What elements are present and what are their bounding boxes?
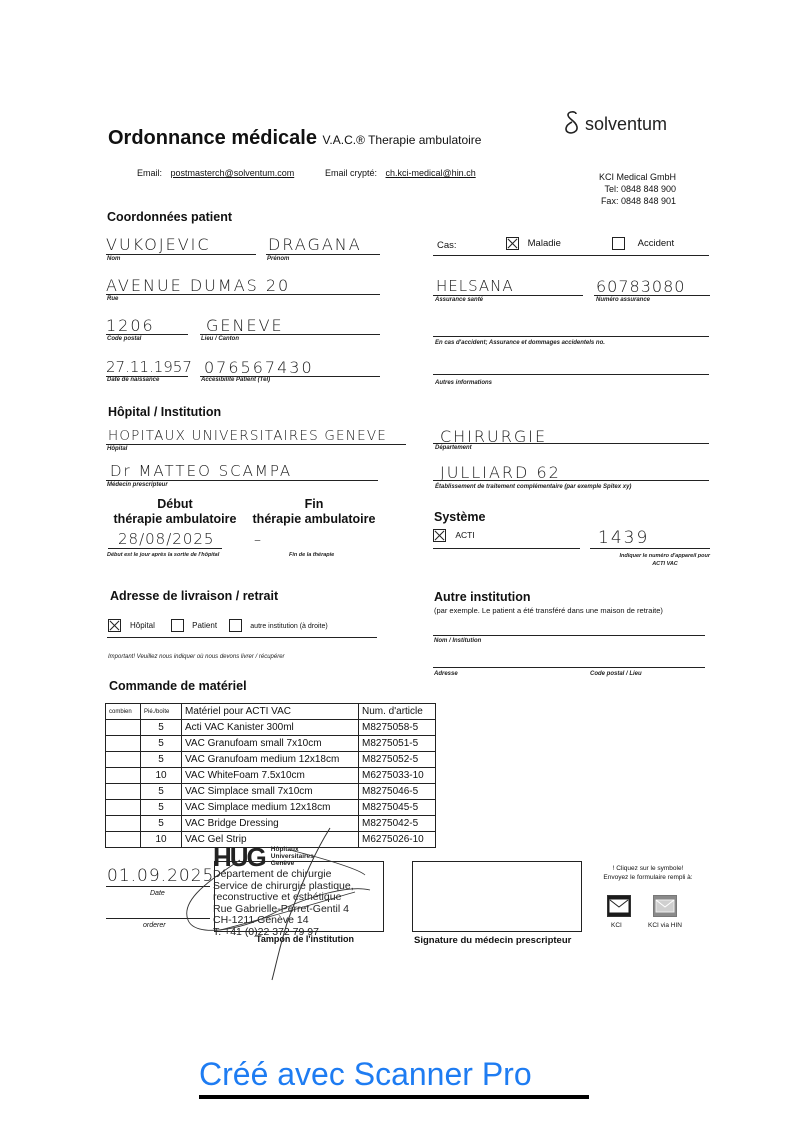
cell-combien[interactable]: [106, 768, 141, 784]
cell-combien[interactable]: [106, 736, 141, 752]
autre-adresse-label: Adresse: [434, 671, 458, 677]
scanner-pro-watermark[interactable]: Créé avec Scanner Pro: [199, 1056, 532, 1092]
cell-materiel: VAC WhiteFoam 7.5x10cm: [182, 768, 359, 784]
handwritten-signature: [180, 820, 380, 985]
email-crypt-link[interactable]: ch.kci-medical@hin.ch: [385, 168, 476, 178]
accident-label: Accident: [637, 238, 675, 250]
cas-label: Cas:: [437, 240, 457, 251]
cell-combien[interactable]: [106, 720, 141, 736]
table-row: [106, 784, 436, 800]
systeme-heading: Système: [434, 510, 486, 524]
orderer-label: orderer: [143, 922, 166, 929]
cell-materiel: VAC Granufoam medium 12x18cm: [182, 752, 359, 768]
cell-pieces: 5: [141, 816, 182, 832]
title-text: Ordonnance médicale: [108, 127, 317, 149]
company-name: KCI Medical GmbH: [598, 172, 676, 182]
col-materiel: Matériel pour ACTI VAC: [182, 704, 359, 720]
stamp-line-1: Département de chirurgie: [213, 868, 332, 880]
numero-assurance-value[interactable]: 60783080: [596, 277, 686, 296]
livraison-heading: Adresse de livraison / retrait: [110, 589, 279, 603]
livraison-options: [108, 619, 328, 632]
cell-combien[interactable]: [106, 800, 141, 816]
maladie-checkbox[interactable]: [506, 237, 519, 250]
logo-text: solventum: [585, 113, 668, 134]
assurance-label: Assurance santé: [435, 297, 484, 303]
cell-pieces: 5: [141, 736, 182, 752]
maladie-label: Maladie: [527, 238, 561, 250]
signature-box[interactable]: [412, 861, 582, 932]
hug-org-3: Genève: [270, 860, 295, 867]
cell-combien[interactable]: [106, 832, 141, 848]
stamp-line-2: Service de chirurgie plastique,: [213, 879, 354, 892]
cell-materiel: VAC Granufoam small 7x10cm: [182, 736, 359, 752]
cell-article: M8275046-5: [359, 784, 436, 800]
debut-title-1: Début: [157, 497, 193, 511]
email-block: [137, 168, 294, 178]
envelope-key-icon: [655, 899, 675, 913]
cell-pieces: 5: [141, 784, 182, 800]
cell-article: M8275052-5: [359, 752, 436, 768]
naissance-label: Date de naissance: [107, 377, 160, 383]
livraison-option-patient[interactable]: [171, 621, 217, 630]
device-caption-2: ACTI VAC: [652, 561, 678, 567]
stamp-line-4: Rue Gabrielle-Perret-Gentil 4: [213, 902, 349, 915]
stamp-line-6: T. +41 (0)22 372 79 97: [213, 925, 319, 938]
debut-caption: Début est le jour après la sortie de l'hôpital: [107, 552, 220, 558]
cell-combien[interactable]: [106, 784, 141, 800]
accident-info-label: En cas d'accident; Assurance et dommages accidentels no.: [435, 340, 605, 346]
cell-combien[interactable]: [106, 752, 141, 768]
solventum-logo: [563, 110, 667, 138]
assurance-value[interactable]: HELSANA: [436, 277, 514, 295]
cell-materiel: VAC Simplace small 7x10cm: [182, 784, 359, 800]
cas-maladie[interactable]: [506, 237, 561, 250]
cell-pieces: 5: [141, 800, 182, 816]
cell-pieces: 5: [141, 720, 182, 736]
device-number-value[interactable]: 1439: [598, 528, 650, 548]
col-article: Num. d'article: [359, 704, 436, 720]
stamp-label: Tampon de l'institution: [256, 934, 354, 944]
lieu-label: Lieu / Canton: [201, 336, 239, 342]
cas-accident[interactable]: [612, 237, 674, 250]
col-combien: combien: [106, 704, 141, 720]
departement-value[interactable]: CHIRURGIE: [440, 427, 548, 446]
date-value[interactable]: 01.09.2025: [107, 866, 215, 886]
debut-heading: [112, 497, 238, 527]
hopital-heading: Hôpital / Institution: [108, 405, 222, 419]
title-subtitle: V.A.C.® Therapie ambulatoire: [322, 133, 482, 147]
autre-institution-note: (par exemple. Le patient a été transféré dans une maison de retraite): [434, 606, 663, 615]
envelope-icon: [609, 899, 629, 913]
device-caption-1: Indiquer le numéro d'appareil pour: [619, 553, 710, 559]
cell-pieces: 10: [141, 768, 182, 784]
cell-combien[interactable]: [106, 816, 141, 832]
numero-assurance-label: Numéro assurance: [596, 297, 651, 303]
table-row: [106, 768, 436, 784]
acti-label: ACTI: [455, 529, 475, 540]
fin-title-2: thérapie ambulatoire: [252, 512, 376, 526]
etablissement-value[interactable]: JULLIARD 62: [440, 463, 561, 482]
patient-option-label: Patient: [192, 620, 218, 630]
cell-pieces: 5: [141, 752, 182, 768]
autre-option-label: autre institution (à droite): [250, 622, 328, 630]
code-postal-value[interactable]: 1206: [106, 316, 155, 335]
cell-article: M8275058-5: [359, 720, 436, 736]
medecin-value[interactable]: Dr MATTEO SCAMPA: [110, 462, 293, 480]
naissance-value[interactable]: 27.11.1957: [106, 358, 192, 376]
tel-value[interactable]: 076567430: [204, 358, 314, 377]
autre-nom-label: Nom / Institution: [434, 638, 482, 644]
autre-code-label: Code postal / Lieu: [590, 671, 642, 677]
email-link[interactable]: postmasterch@solventum.com: [170, 168, 295, 178]
table-row: [106, 752, 436, 768]
company-fax: Fax: 0848 848 901: [600, 196, 676, 206]
send-instruction: Envoyez le formulaire rempli à:: [603, 874, 693, 881]
send-instructions: [588, 864, 708, 882]
footer-underline: [199, 1095, 589, 1099]
hopital-label: Hôpital: [107, 446, 128, 452]
fin-date-value[interactable]: –: [254, 532, 263, 548]
table-row: [106, 720, 436, 736]
table-header-row: [106, 704, 436, 720]
materiel-heading: Commande de matériel: [109, 679, 247, 693]
autre-checkbox[interactable]: [229, 619, 242, 632]
email-crypt-block: [325, 168, 476, 178]
signature-label: Signature du médecin prescripteur: [414, 935, 572, 946]
hopital-checkbox[interactable]: [108, 619, 121, 632]
cell-article: M8275045-5: [359, 800, 436, 816]
livraison-option-autre[interactable]: [229, 621, 327, 630]
hug-org-1: Hôpitaux: [270, 846, 299, 853]
col-pieces: Pié./boîte: [141, 704, 182, 720]
click-instruction: ! Cliquez sur le symbole!: [612, 865, 684, 872]
patient-heading: Coordonnées patient: [107, 210, 233, 224]
cell-materiel: Acti VAC Kanister 300ml: [182, 720, 359, 736]
debut-date-value[interactable]: 28/08/2025: [118, 530, 215, 548]
stamp-line-3: reconstructive et esthétique: [213, 891, 342, 903]
hopital-option-label: Hôpital: [130, 620, 155, 630]
kci-hin-label: KCI via HIN: [648, 922, 682, 929]
hug-logo: HUG: [213, 842, 265, 872]
lieu-value[interactable]: GENEVE: [206, 316, 284, 335]
tel-label: Accesibilite Patient (Tel): [201, 377, 271, 383]
email-crypt-label: Email crypté:: [325, 168, 378, 178]
nom-label: Nom: [107, 256, 121, 262]
stamp-line-5: CH-1211 Genève 14: [213, 914, 309, 926]
etablissement-label: Établissement de traitement complémentaire (par exemple Spitex xy): [435, 484, 632, 490]
debut-title-2: thérapie ambulatoire: [113, 512, 237, 526]
fin-caption: Fin de la thérapie: [289, 552, 335, 558]
prenom-label: Prénom: [267, 256, 290, 262]
date-label: Date: [150, 890, 165, 897]
cell-article: M6275033-10: [359, 768, 436, 784]
autres-info-label: Autres informations: [435, 380, 493, 386]
nom-value[interactable]: VUKOJEVIC: [106, 235, 211, 254]
cell-materiel: VAC Gel Strip: [182, 832, 359, 848]
prenom-value[interactable]: DRAGANA: [268, 235, 362, 254]
cell-pieces: 10: [141, 832, 182, 848]
solventum-logo-icon: [563, 110, 581, 138]
departement-label: Département: [435, 445, 472, 451]
cell-article: M6275026-10: [359, 832, 436, 848]
hopital-value[interactable]: HOPITAUX UNIVERSITAIRES GENEVE: [108, 428, 387, 444]
autre-institution-heading: Autre institution: [434, 590, 531, 604]
code-postal-label: Code postal: [107, 336, 142, 342]
device-caption: [590, 552, 710, 568]
livraison-option-hopital[interactable]: [108, 621, 155, 630]
form-title: [108, 127, 481, 150]
cell-materiel: VAC Bridge Dressing: [182, 816, 359, 832]
company-info: [598, 171, 676, 207]
medecin-label: Médecin prescripteur: [107, 482, 168, 488]
rue-label: Rue: [107, 296, 119, 302]
table-row: [106, 800, 436, 816]
fin-title-1: Fin: [304, 497, 324, 511]
kci-mail-button[interactable]: [607, 895, 631, 917]
rue-value[interactable]: AVENUE DUMAS 20: [106, 276, 291, 295]
cell-article: M8275042-5: [359, 816, 436, 832]
table-row: [106, 736, 436, 752]
kci-label: KCI: [611, 922, 622, 929]
email-label: Email:: [137, 168, 163, 178]
hug-org-2: Universitaires: [270, 853, 314, 860]
cell-materiel: VAC Simplace medium 12x18cm: [182, 800, 359, 816]
company-tel: Tel: 0848 848 900: [604, 184, 676, 194]
kci-hin-mail-button[interactable]: [653, 895, 677, 917]
cell-article: M8275051-5: [359, 736, 436, 752]
accident-checkbox[interactable]: [612, 237, 625, 250]
patient-checkbox[interactable]: [171, 619, 184, 632]
livraison-note: Important! Veuillez nous indiquer où nous devons livrer / récupérer: [108, 654, 285, 660]
fin-heading: [250, 497, 378, 527]
